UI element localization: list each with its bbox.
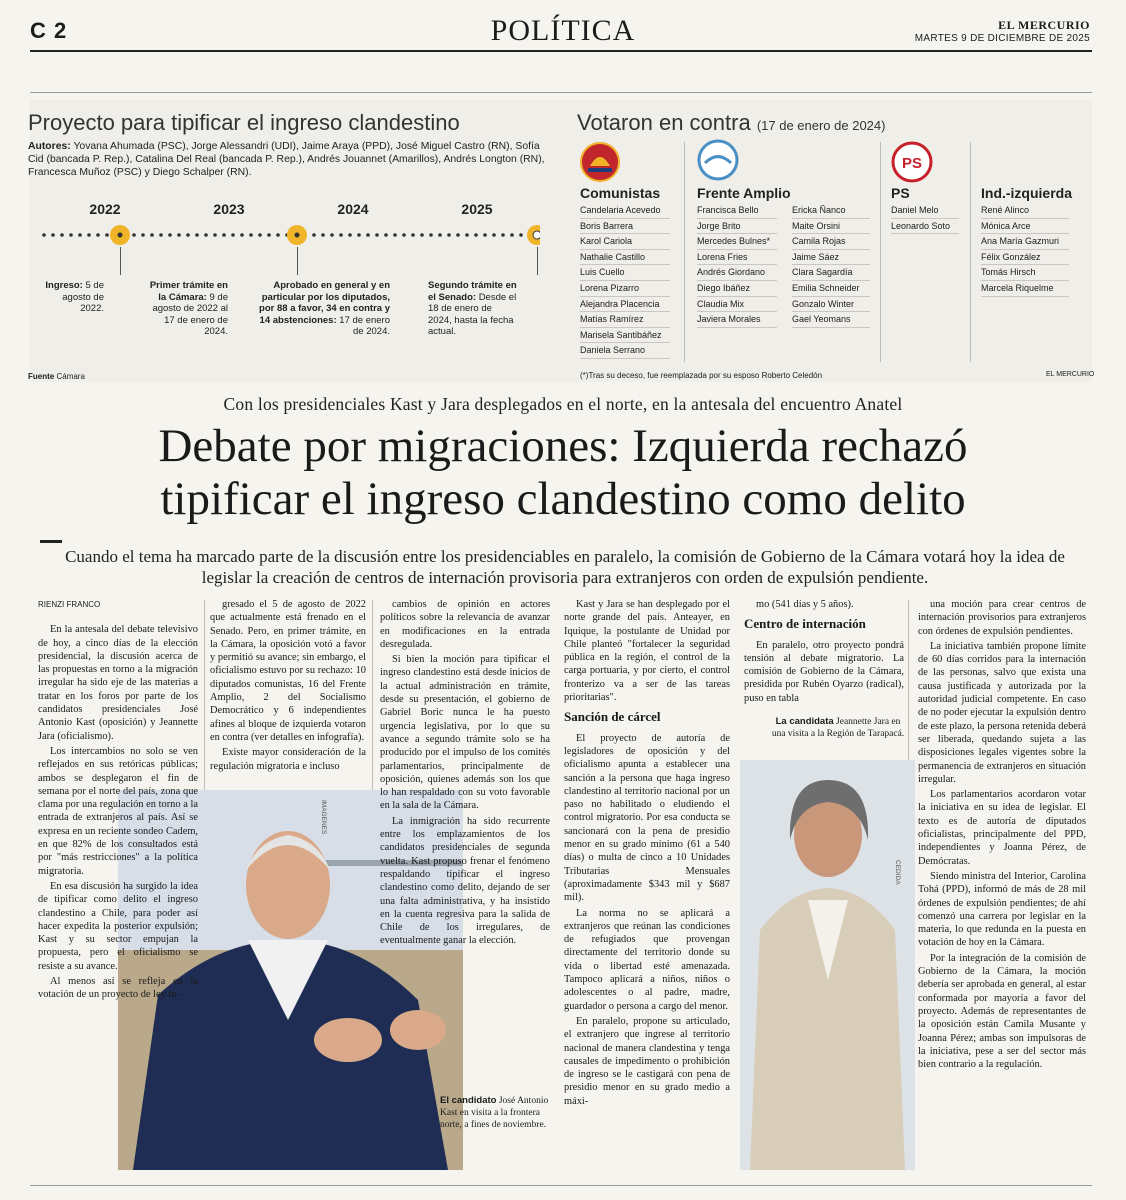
member-name: Maite Orsini bbox=[792, 219, 870, 235]
votes-date: (17 de enero de 2024) bbox=[756, 118, 886, 133]
photo-jara bbox=[740, 760, 915, 1170]
milestone-text: Desde el 18 de enero de 2024, hasta la fecha actual. bbox=[428, 291, 517, 337]
milestone-title: Segundo trámite en el Senado: bbox=[428, 280, 517, 303]
article-column-5 bbox=[744, 598, 904, 707]
article-column-2 bbox=[210, 598, 366, 775]
member-name: Andrés Giordano bbox=[697, 265, 777, 281]
paragraph: mo (541 días y 5 años). bbox=[756, 599, 854, 610]
paragraph: En la antesala del debate televisivo de hoy, a cinco días de la elección presidencial, la discusión acerca de las propuestas en torno a la migración irregular ha sido eje de las materias a tratar en los foros por parte de los candidatos presidenciales José Antonio Kast (oposición) y Jeannette Jara (oficialismo). bbox=[38, 624, 198, 742]
milestone-title: Primer trámite en la Cámara: bbox=[149, 280, 228, 303]
member-name: Matías Ramírez bbox=[580, 312, 670, 328]
paragraph: La inmigración ha sido recurrente entre los emplazamientos de los candidatos presidenciales de segunda vuelta. Kast propuso frenar el fenómeno respaldando tipificar el ingreso clandestino como delito, dejando de ser una falta administrativa, y ha insistido en la cuenta regresiva para la salida de Chile de los irregulares, de eventualmente ganar la elección. bbox=[380, 815, 550, 947]
communist-party-logo-icon bbox=[578, 140, 622, 184]
member-name: Nathalie Castillo bbox=[580, 250, 670, 266]
member-name: Tomás Hirsch bbox=[981, 265, 1069, 281]
timeline-track bbox=[40, 224, 540, 246]
paragraph: Los parlamentarios acordaron votar la iniciativa en su idea de legislar. El texto es de autoría de diputados oficialistas, principalmente del PPD, independientes y Joanna Pérez, de Demócratas. bbox=[918, 789, 1086, 867]
section-title: POLÍTICA bbox=[490, 14, 636, 47]
member-name: Leonardo Soto bbox=[891, 219, 959, 235]
infographic-footnote: (*)Tras su deceso, fue reemplazada por su esposo Roberto Celedón bbox=[580, 371, 823, 380]
paragraph: La norma no se aplicará a extranjeros que reúnan las condiciones de refugiados que provengan directamente del territorio donde su vida o libertad esté amenazada. Tampoco aplicará a niños, niños o adolescentes o al padre, madre, guardador o persona a cargo del menor. bbox=[564, 907, 730, 1012]
milestone-text: 5 de agosto de 2022. bbox=[62, 280, 104, 314]
member-list-comunistas bbox=[580, 203, 670, 359]
member-name: Daniel Melo bbox=[891, 203, 959, 219]
paragraph: Existe mayor consideración de la regulación migratoria e incluso bbox=[210, 747, 366, 772]
party-frente-amplio: Frente Amplio bbox=[697, 185, 791, 201]
photo-credit-jara: CEDIDA bbox=[894, 860, 901, 885]
subheading: Sanción de cárcel bbox=[564, 709, 661, 725]
header-rule bbox=[30, 50, 1092, 52]
paragraph: El proyecto de autoría de legisladores de oposición y del oficialismo apunta a establecer una sanción a la persona que haga ingreso clandestino al territorio nacional por un paso no habilitado o eludiendo el control migratorio. Por esa conducta se sancionará con la pena de presidio menor en su grado mínimo (61 a 540 días) o multa de cinco a 10 Unidades Tributarias Mensuales (aproximadamente $343 mil y $687 mil). bbox=[564, 732, 730, 904]
milestone-ingreso bbox=[44, 280, 104, 315]
paragraph: En paralelo, otro proyecto pondrá tensión al debate migratorio. La comisión de Gobierno de la Cámara, presidida por Rubén Oyarzo (radical), puso en tabla bbox=[744, 639, 904, 704]
member-name: Karol Cariola bbox=[580, 234, 670, 250]
member-name: Claudia Mix bbox=[697, 297, 777, 313]
milestone-title: Ingreso: bbox=[45, 280, 83, 291]
member-list-ps bbox=[891, 203, 959, 234]
authors-label: Autores: bbox=[28, 141, 71, 152]
milestone-title: Aprobado en general y en particular por los diputados, por 88 a favor, 34 en contra y 14 abstenciones: bbox=[259, 280, 390, 326]
paragraph: En esa discusión ha surgido la idea de tipificar como delito el ingreso clandestino a Chile, para poder así hacer expedita la posterior expulsión; Kast y su sector empujan la propuesta, pero el oficialismo se resiste a su avance. bbox=[38, 880, 198, 972]
party-divider bbox=[880, 142, 881, 362]
article-deck: Cuando el tema ha marcado parte de la discusión entre los presidenciables en paralelo, la comisión de Gobierno de la Cámara votará hoy la idea de legislar la creación de centros de internación provisoria para extranjeros con orden de expulsión pendiente. bbox=[65, 547, 1065, 587]
paragraph: La iniciativa también propone límite de 60 días corridos para la internación de las personas, salvo que exista una causa justificada y autorizada por la autoridad judicial competente. En caso de no poder ejecutar la expulsión dentro de este plazo, la persona retenida deberá ser liberada, quedando sujeta a las disposiciones legales vigentes sobre la permanencia de extranjeros en situación irregular. bbox=[918, 640, 1086, 785]
paragraph: una moción para crear centros de internación provisorios para extranjeros con órdenes de expulsión pendientes. bbox=[918, 599, 1086, 637]
source-text: Cámara bbox=[56, 372, 85, 381]
paragraph: cambios de opinión en actores políticos sobre la relevancia de avanzar en modificaciones en la entrada desregulada. bbox=[380, 599, 550, 650]
member-name: Luis Cuello bbox=[580, 265, 670, 281]
milestone-text: 9 de agosto de 2022 al 17 de enero de 2024. bbox=[152, 291, 228, 337]
ps-logo-icon bbox=[890, 140, 934, 184]
member-name: Lorena Fries bbox=[697, 250, 777, 266]
member-name: Javiera Morales bbox=[697, 312, 777, 328]
member-name: Boris Barrera bbox=[580, 219, 670, 235]
paragraph: Kast y Jara se han desplegado por el norte grande del país. Anteayer, en Iquique, la postulante de Unidad por Chile planteó "fortalecer la seguridad pública en la región, el control de la carga portuaria, y por cierto, el control fronterizo va a ser de las tareas prioritarias". bbox=[564, 599, 730, 704]
member-name: Daniela Serrano bbox=[580, 343, 670, 359]
milestone-leader-3 bbox=[537, 247, 538, 275]
member-name: Marcela Riquelme bbox=[981, 281, 1069, 297]
party-ps: PS bbox=[891, 185, 910, 201]
caption-jara-text: Jeannette Jara en una visita a la Región de Tarapacá. bbox=[771, 717, 905, 739]
header-subrule bbox=[30, 92, 1092, 93]
authors-text: Yovana Ahumada (PSC), Jorge Alessandri (UDI), Jaime Araya (PPD), José Miguel Castro (RN), Sofía Cid (bancada P. Rep.), Catalina Del Real (bancada P. Rep.), Andrés Jouannet (Amarillos), Andrés Longton (RN), Francesca Muñoz (PSC) y Diego Schalper (RN). bbox=[28, 141, 545, 178]
issue-date: MARTES 9 DE DICIEMBRE DE 2025 bbox=[914, 33, 1090, 44]
member-name: Ericka Ñanco bbox=[792, 203, 870, 219]
member-name: Jaime Sáez bbox=[792, 250, 870, 266]
jara-photo-illustration bbox=[740, 760, 915, 1170]
page-number: C 2 bbox=[30, 18, 68, 43]
year-2023: 2023 bbox=[213, 201, 245, 217]
year-2025: 2025 bbox=[461, 201, 493, 217]
article-headline bbox=[0, 420, 1126, 526]
article-column-4 bbox=[564, 598, 730, 1110]
infographic-authors bbox=[28, 140, 548, 179]
votes-title-text: Votaron en contra bbox=[577, 110, 751, 135]
member-name: Félix González bbox=[981, 250, 1069, 266]
photo-credit-kast: IMAGENES bbox=[320, 800, 327, 835]
paragraph: Los intercambios no solo se ven reflejados en sus retóricas públicas; ambos se desplegaron el fin de semana por el norte del país, zona que clama por una regulación en torno a la entrada de extranjeros al país. Así se expresa en un reciente sondeo Cadem, en que 82% de los consultados está por "más restricciones" a la política migratoria. bbox=[38, 745, 198, 877]
member-name: Gonzalo Winter bbox=[792, 297, 870, 313]
headline-line-2: tipificar el ingreso clandestino como delito bbox=[160, 473, 966, 525]
newspaper-name: EL MERCURIO bbox=[998, 18, 1090, 32]
party-ind-izquierda: Ind.-izquierda bbox=[981, 185, 1072, 201]
member-name: Ana María Gazmuri bbox=[981, 234, 1069, 250]
svg-text:PS: PS bbox=[901, 155, 923, 172]
byline: RIENZI FRANCO bbox=[38, 600, 101, 609]
member-name: Camila Rojas bbox=[792, 234, 870, 250]
party-divider bbox=[684, 142, 685, 362]
member-name: Emilia Schneider bbox=[792, 281, 870, 297]
caption-kast bbox=[440, 1095, 550, 1131]
member-name: Jorge Brito bbox=[697, 219, 777, 235]
article-column-3 bbox=[380, 598, 550, 950]
milestone-leader-1 bbox=[120, 247, 121, 275]
member-name: Mónica Arce bbox=[981, 219, 1069, 235]
article-column-1 bbox=[38, 598, 198, 1004]
page-bottom-rule bbox=[30, 1185, 1092, 1186]
milestone-text: 17 de enero de 2024. bbox=[339, 314, 390, 337]
paragraph: Si bien la moción para tipificar el ingreso clandestino está desde inicios de la actual administración en trámite, desde su presentación, el gobierno de Gabriel Boric nunca le ha puesto urgencia legislativa, por lo que su avance a segundo trámite solo se ha producido por el impulso de los comités parlamentarios, principalmente de oposición, quienes además son los que lo han respaldado con su voto favorable en la sala de la Cámara. bbox=[380, 654, 550, 812]
paragraph: Siendo ministra del Interior, Carolina Tohá (PPD), informó de más de 28 mil órdenes de expulsión pendientes; de ahí comenzó una carrera por legislar en la materia, lo que redunda en la puesta en votación de hoy en la Cámara. bbox=[918, 870, 1086, 949]
member-list-frente-amplio-a bbox=[697, 203, 777, 328]
paragraph: Por la integración de la comisión de Gobierno de la Cámara, la moción debería ser aprobada en general, al estar conformada por mayoría a favor del proyecto. Además de representantes de la oposición están Camila Musante y Joanna Pérez; ambas son impulsoras de la iniciativa, pese a ser del sector más bien contrario a la regulación. bbox=[918, 952, 1086, 1071]
infographic-title: Proyecto para tipificar el ingreso clandestino bbox=[28, 110, 460, 135]
milestone-segundo-tramite bbox=[428, 280, 518, 338]
member-name: Candelaria Acevedo bbox=[580, 203, 670, 219]
frente-amplio-logo-icon bbox=[696, 138, 740, 182]
member-name: René Alinco bbox=[981, 203, 1069, 219]
member-name: Lorena Pizarro bbox=[580, 281, 670, 297]
article-column-6 bbox=[918, 598, 1086, 1073]
member-name: Diego Ibáñez bbox=[697, 281, 777, 297]
deck-marker bbox=[40, 540, 62, 543]
paragraph: En paralelo, propone su articulado, el extranjero que ingrese al territorio nacional de manera clandestina y tenga causales de impedimento o prohibición de ingreso se le castigará con pena de presidio menor en su grado medio a máxi- bbox=[564, 1015, 730, 1107]
subheading: Centro de internación bbox=[744, 616, 866, 632]
milestone-primer-tramite bbox=[142, 280, 228, 338]
member-name: Alejandra Placencia bbox=[580, 297, 670, 313]
member-name: Marisela Santibáñez bbox=[580, 328, 670, 344]
caption-jara-lead: La candidata bbox=[775, 716, 834, 727]
headline-line-1: Debate por migraciones: Izquierda rechazó bbox=[158, 420, 968, 472]
infographic-source bbox=[28, 372, 85, 381]
caption-kast-text: José Antonio Kast en visita a la frontera norte, a fines de noviembre. bbox=[440, 1096, 549, 1130]
member-name: Mercedes Bulnes* bbox=[697, 234, 777, 250]
paragraph: Al menos así se refleja en la votación de un proyecto de ley in- bbox=[38, 976, 198, 1001]
member-list-frente-amplio-b bbox=[792, 203, 870, 328]
paragraph: gresado el 5 de agosto de 2022 que actualmente está frenado en el Senado. Pero, en primer trámite, en la Cámara, la oposición votó a favor y permitió su avance; sin embargo, el oficialismo estuvo por su rechazo: 10 diputados comunistas, 16 del Frente Amplio, 2 del Socialismo Democrático y 6 independientes afines al bloque de izquierda votaron en contra (ver detalles en infografía). bbox=[210, 599, 366, 743]
member-name: Clara Sagardía bbox=[792, 265, 870, 281]
member-name: Gael Yeomans bbox=[792, 312, 870, 328]
caption-jara bbox=[768, 716, 908, 740]
member-list-ind-izquierda bbox=[981, 203, 1069, 297]
source-label: Fuente bbox=[28, 372, 55, 381]
party-comunistas: Comunistas bbox=[580, 185, 661, 201]
votes-title bbox=[577, 110, 885, 136]
article-overline: Con los presidenciales Kast y Jara desplegados en el norte, en la antesala del encuentro Anatel bbox=[223, 394, 903, 414]
year-2022: 2022 bbox=[89, 201, 121, 217]
milestone-aprobado bbox=[258, 280, 390, 338]
year-2024: 2024 bbox=[337, 201, 369, 217]
member-name: Francisca Bello bbox=[697, 203, 777, 219]
newspaper-masthead bbox=[915, 18, 1090, 44]
milestone-leader-2 bbox=[297, 247, 298, 275]
party-divider bbox=[970, 142, 971, 362]
infographic-brand: EL MERCURIO bbox=[1046, 371, 1095, 378]
caption-kast-lead: El candidato bbox=[440, 1095, 497, 1106]
